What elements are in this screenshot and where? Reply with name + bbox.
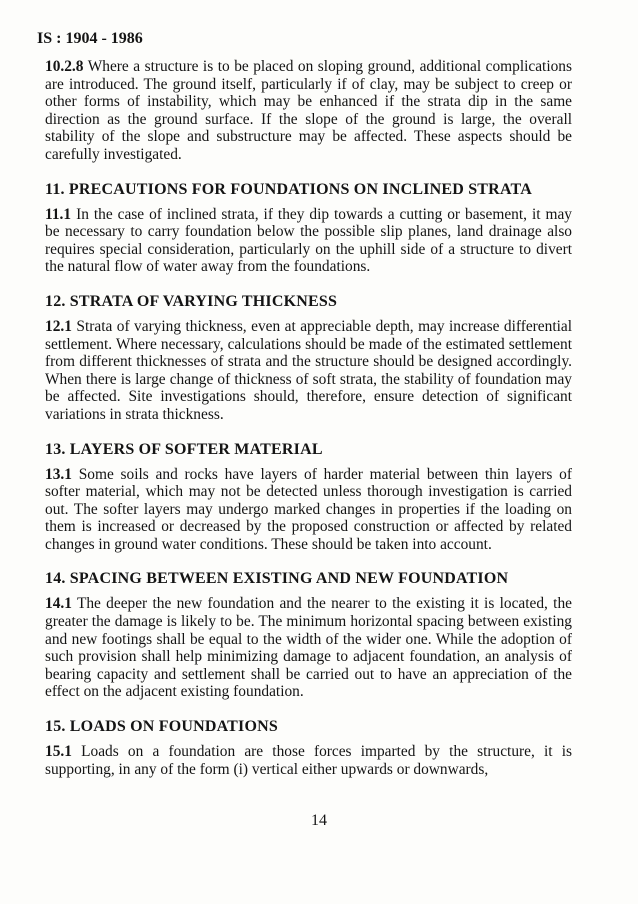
clause-number: 14.1 [45,595,72,613]
clause-text: Where a structure is to be placed on sloping ground, additional complications are introduced. The ground itself, particularly if of clay, may be subject to creep or other forms of instability, which may be enhanced if the strata dip in the same direction as the ground surface. If the slope of the ground is large, the overall stability of the slope and substructure may be affected. These aspects should be carefully investigated. [45,58,572,163]
clause-text: Loads on a foundation are those forces imparted by the structure, it is supporting, in any of the form (i) vertical either upwards or downwards, [45,743,572,778]
section-15-heading: 15. LOADS ON FOUNDATIONS [45,718,278,736]
section-13-heading: 13. LAYERS OF SOFTER MATERIAL [45,440,323,458]
clause-13-1 [45,466,572,554]
clause-text: Some soils and rocks have layers of harder material between thin layers of softer material, which may not be detected unless thorough investigation is carried out. The softer layers may undergo marked changes in properties if the loading on them is increased or decreased by the proposed construction or affected by related changes in ground water conditions. These should be taken into account. [45,465,572,553]
clause-text: The deeper the new foundation and the nearer to the existing it is located, the greater the damage is likely to be. The minimum horizontal spacing between existing and new footings shall be equal to the width of the wider one. While the adoption of such provision shall help minimizing damage to adjacent foundation, an analysis of bearing capacity and settlement shall be carried out to have an appreciation of the effect on the adjacent existing foundation. [45,595,572,701]
clause-11-1 [45,206,572,276]
clause-10-2-8 [45,58,572,164]
clause-14-1 [45,595,572,701]
section-14-heading: 14. SPACING BETWEEN EXISTING AND NEW FOUNDATION [45,570,509,588]
clause-number: 11.1 [45,205,72,223]
section-12-heading: 12. STRATA OF VARYING THICKNESS [45,292,338,310]
clause-text: In the case of inclined strata, if they dip towards a cutting or basement, it may be necessary to carry foundation below the possible slip planes, land drainage also requires special consideration, particularly on the uphill side of a structure to divert the natural flow of water away from the foundations. [45,205,572,276]
section-11-heading: 11. PRECAUTIONS FOR FOUNDATIONS ON INCLINED STRATA [45,180,532,198]
page-number: 14 [311,812,327,829]
clause-number: 15.1 [45,743,72,761]
clause-number: 13.1 [45,465,72,483]
clause-number: 10.2.8 [45,58,84,75]
standard-number: IS : 1904 - 1986 [37,30,143,47]
page-body [45,58,572,778]
clause-15-1 [45,743,572,778]
clause-text: Strata of varying thickness, even at appreciable depth, may increase differential settlement. Where necessary, calculations should be made of the estimated settlement from different thicknesses of strata and the structure should be designed accordingly. When there is large change of thickness of soft strata, the stability of foundation may be affected. Site investigations should, therefore, ensure detection of significant variations in strata thickness. [45,317,572,423]
clause-number: 12.1 [45,317,72,335]
clause-12-1 [45,318,572,424]
